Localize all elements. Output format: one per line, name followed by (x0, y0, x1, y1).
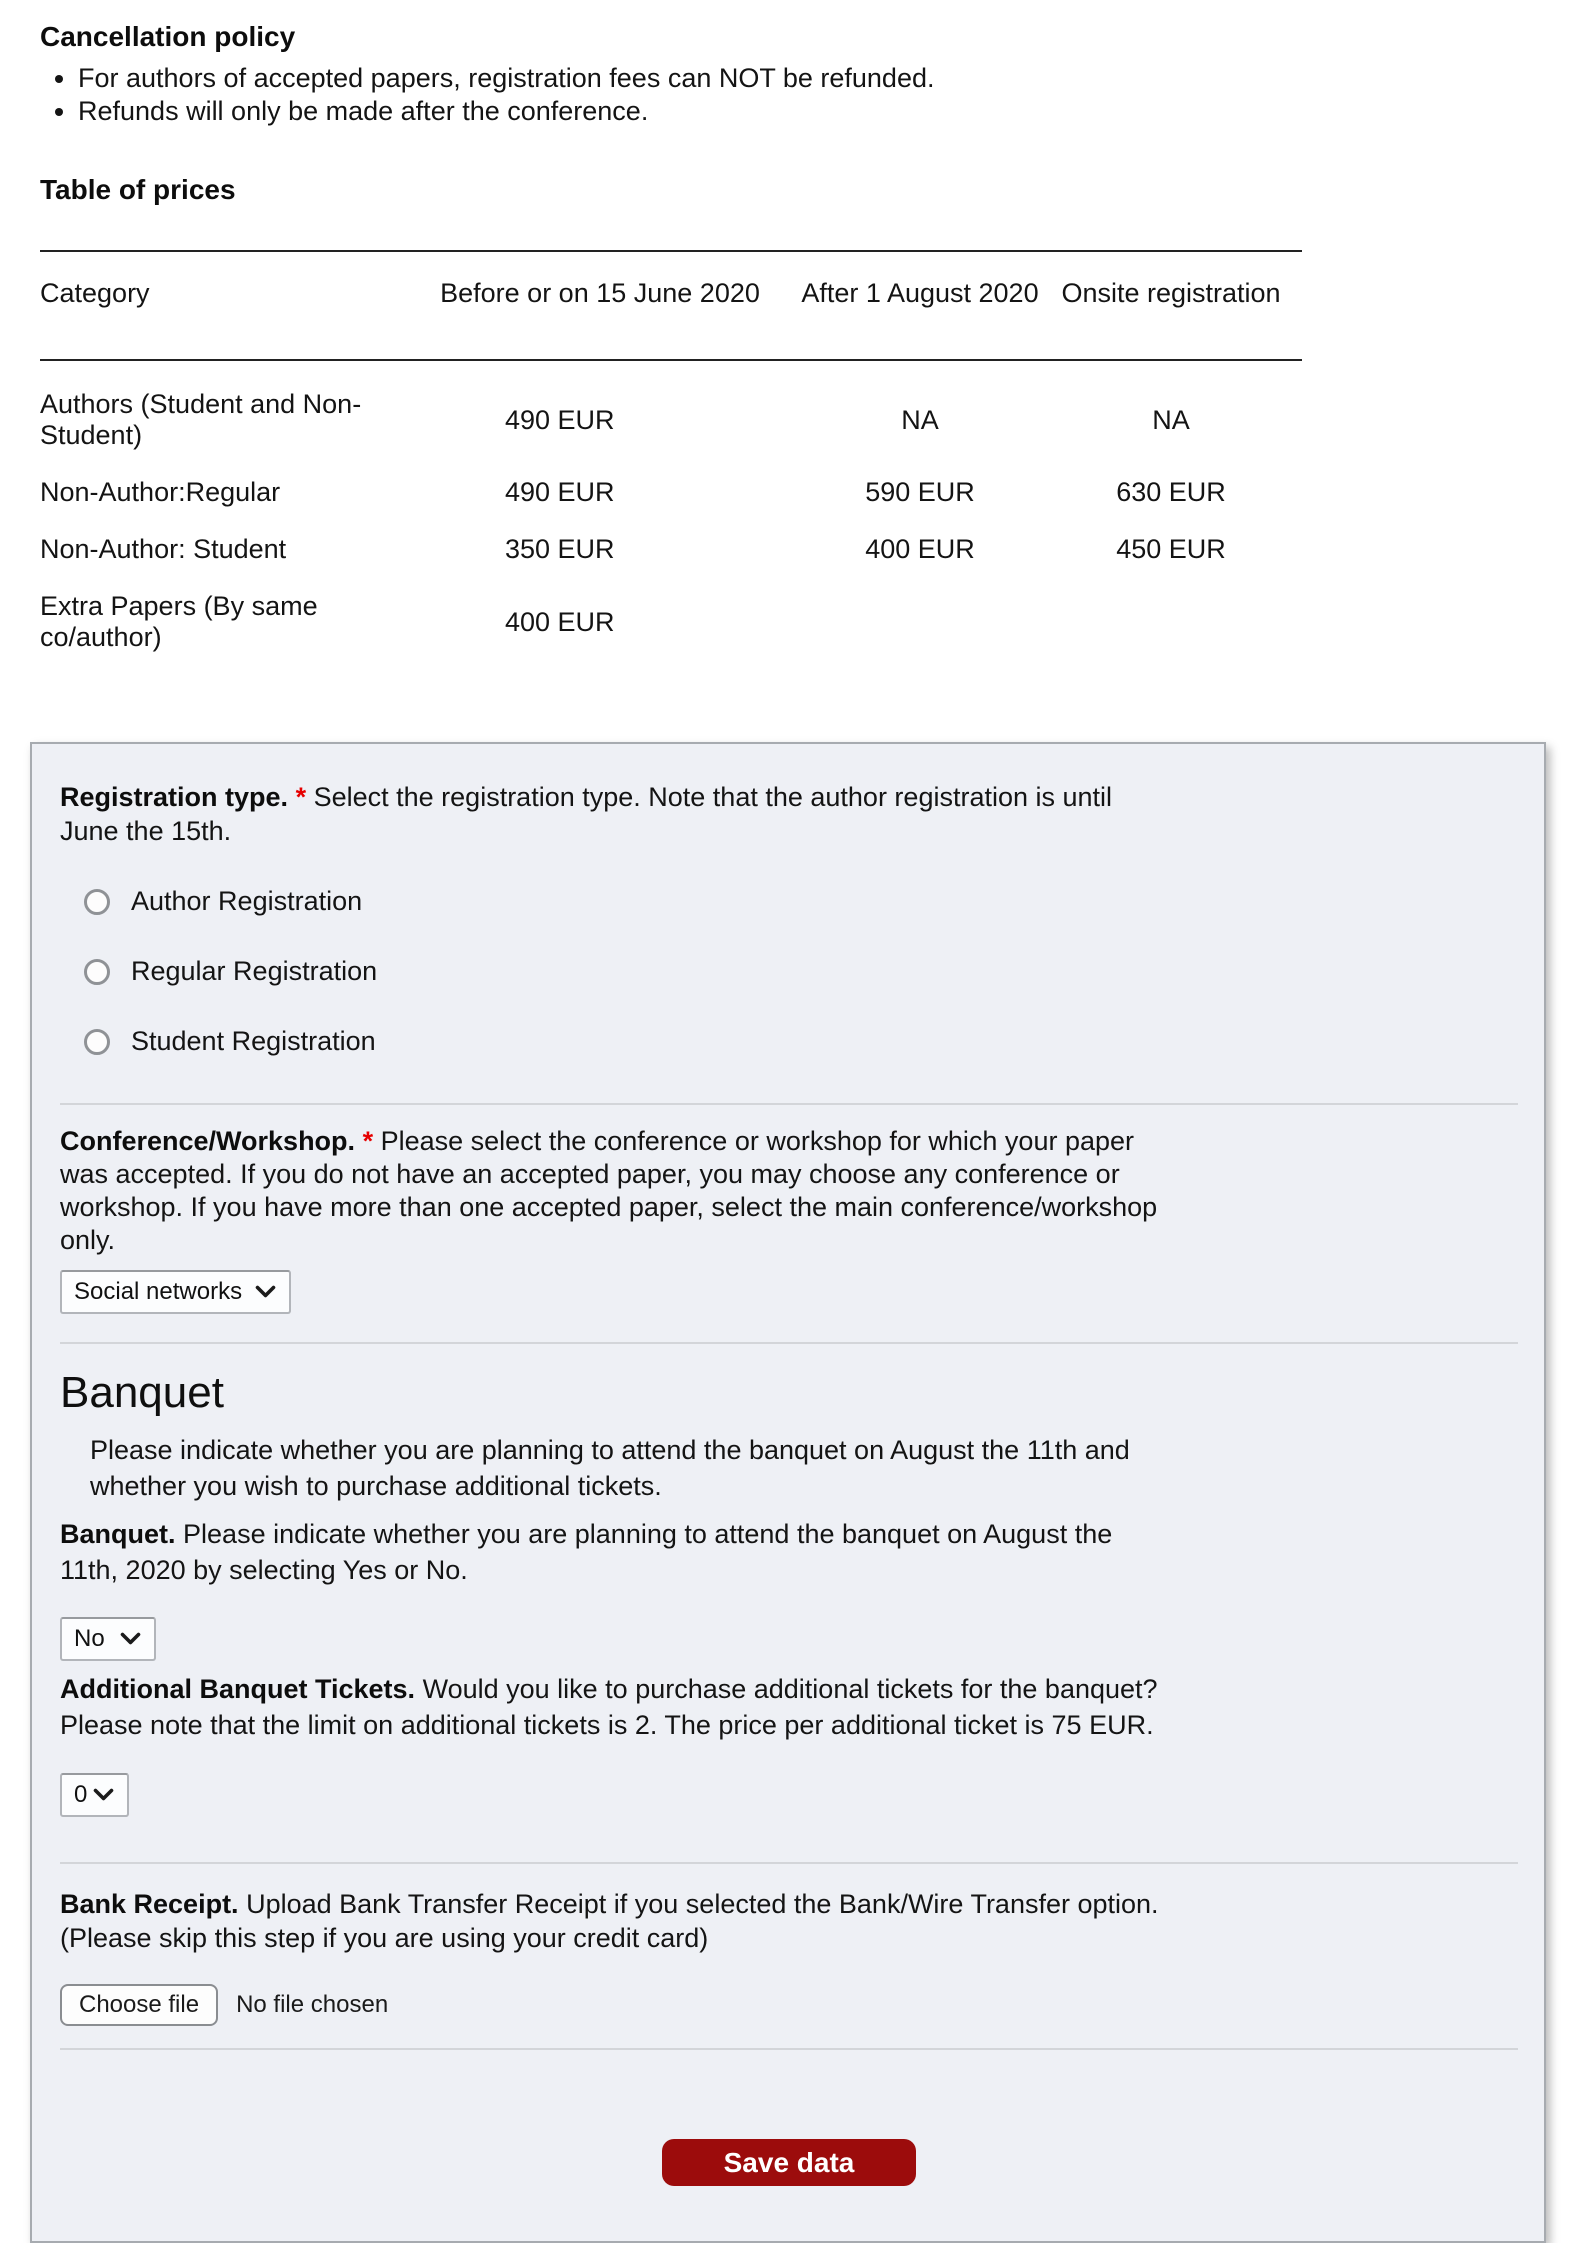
bank-receipt-field (60, 1887, 1175, 1955)
radio-option-author-registration[interactable] (84, 886, 1518, 917)
table-cell (1040, 578, 1302, 666)
table-cell: Non-Author: Student (40, 534, 287, 564)
additional-tickets-description: Would you like to purchase additional tickets for the banquet? Please note that the limit on additional tickets is 2. The price per additional ticket is 75 EUR. (60, 1674, 1158, 1740)
cancellation-policy-heading: Cancellation policy (40, 21, 296, 52)
banquet-description: Please indicate whether you are planning to attend the banquet on August the 11th, 2020 by selecting Yes or No. (60, 1519, 1113, 1585)
required-asterisk: * (362, 1126, 374, 1156)
table-cell: 400 EUR (865, 534, 975, 564)
registration-type-field (60, 780, 1175, 848)
divider (60, 1103, 1518, 1105)
table-cell: 350 EUR (505, 534, 615, 564)
banquet-section-intro: Please indicate whether you are planning to attend the banquet on August the 11th and whether you wish to purchase additional tickets. (90, 1435, 1130, 1501)
chevron-down-icon (120, 1632, 141, 1646)
table-cell: Non-Author:Regular (40, 477, 281, 507)
conference-workshop-description: Please select the conference or workshop for which your paper was accepted. If you do not have an accepted paper, you may choose any conference or workshop. If you have more than one accepted paper, select the main conference/workshop only. (60, 1126, 1158, 1255)
bullet-item: • For authors of accepted papers, registration fees can NOT be refunded. (78, 62, 1536, 95)
table-row (40, 521, 1302, 578)
chevron-down-icon (93, 1788, 114, 1802)
bank-receipt-description: Upload Bank Transfer Receipt if you selected the Bank/Wire Transfer option. (Please skip this step if you are using your credit card) (60, 1889, 1159, 1953)
table-cell: 450 EUR (1116, 534, 1226, 564)
radio-option-student-registration[interactable] (84, 1026, 1518, 1057)
radio-button-icon[interactable] (84, 1029, 110, 1055)
divider (60, 1342, 1518, 1344)
conference-workshop-label: Conference/Workshop. (60, 1126, 356, 1156)
price-table (40, 250, 1302, 666)
registration-type-description: Select the registration type. Note that the author registration is until June the 15th. (60, 782, 1113, 846)
radio-option-regular-registration[interactable] (84, 956, 1518, 987)
file-chosen-status: No file chosen (236, 1991, 389, 2018)
table-of-prices-heading: Table of prices (40, 174, 236, 205)
banquet-field (60, 1516, 1175, 1588)
banquet-label: Banquet. (60, 1519, 176, 1549)
column-header: Onsite registration (1040, 251, 1302, 360)
table-row (40, 578, 1302, 666)
conference-select-value: Social networks (74, 1278, 243, 1305)
form-actions (60, 2139, 1518, 2186)
save-data-button[interactable]: Save data (662, 2139, 917, 2186)
table-cell: 490 EUR (505, 404, 615, 435)
table-cell: NA (1152, 404, 1190, 435)
banquet-select[interactable] (60, 1617, 156, 1661)
table-row (40, 464, 1302, 521)
divider (60, 2048, 1518, 2050)
cancellation-bullets (40, 62, 1536, 128)
banquet-select-value: No (74, 1625, 105, 1652)
radio-option-label: Author Registration (131, 886, 363, 916)
radio-button-icon[interactable] (84, 959, 110, 985)
conference-workshop-field (60, 1125, 1175, 1257)
table-cell: 400 EUR (505, 606, 615, 637)
additional-tickets-select[interactable] (60, 1773, 129, 1817)
table-cell: NA (901, 404, 939, 435)
banquet-section-heading: Banquet (60, 1368, 224, 1417)
chevron-down-icon (255, 1285, 276, 1299)
table-row (40, 360, 1302, 464)
required-asterisk: * (295, 782, 307, 812)
additional-tickets-field (60, 1671, 1175, 1743)
radio-button-icon[interactable] (84, 889, 110, 915)
column-header: Category (40, 251, 400, 360)
divider (60, 1862, 1518, 1864)
additional-tickets-select-value: 0 (74, 1781, 88, 1808)
table-cell (800, 578, 1040, 666)
additional-tickets-label: Additional Banquet Tickets. (60, 1674, 416, 1704)
table-cell: 490 EUR (505, 477, 615, 507)
conference-select[interactable] (60, 1270, 291, 1314)
table-cell: 590 EUR (865, 477, 975, 507)
bank-receipt-label: Bank Receipt. (60, 1889, 239, 1919)
radio-option-label: Student Registration (131, 1026, 376, 1056)
registration-type-label: Registration type. (60, 782, 289, 812)
table-cell: Extra Papers (By same co/author) (40, 591, 318, 652)
radio-option-label: Regular Registration (131, 956, 378, 986)
registration-form-panel (30, 742, 1546, 2243)
bullet-item: • Refunds will only be made after the conference. (78, 95, 1536, 128)
page-top-section (0, 0, 1576, 666)
bank-receipt-file-input (60, 1984, 1518, 2026)
table-cell: Authors (Student and Non-Student) (40, 389, 362, 450)
column-header: After 1 August 2020 (800, 251, 1040, 360)
price-table-header-row (40, 251, 1302, 360)
price-table-body (40, 360, 1302, 666)
choose-file-button[interactable]: Choose file (60, 1984, 218, 2026)
column-header: Before or on 15 June 2020 (400, 251, 800, 360)
table-cell: 630 EUR (1116, 477, 1226, 507)
registration-type-options (84, 886, 1518, 1057)
